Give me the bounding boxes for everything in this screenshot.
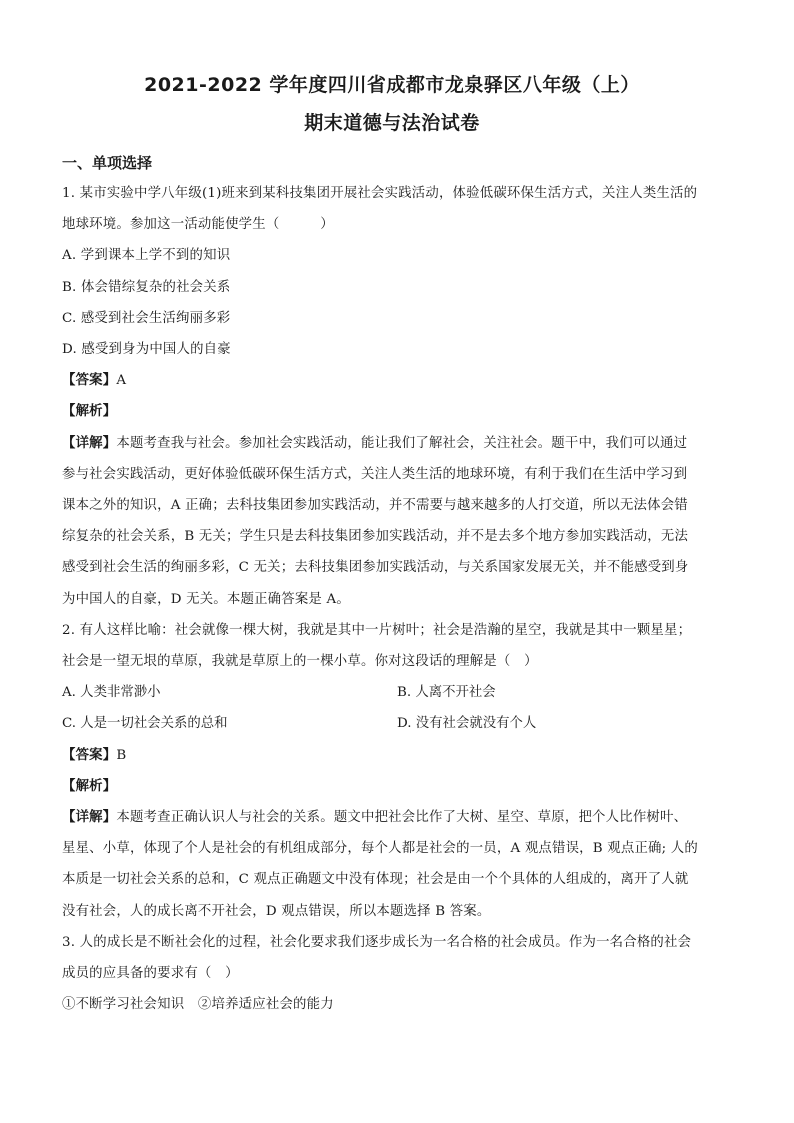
q1-detail-line-4: 综复杂的社会关系，B 无关；学生只是去科技集团参加实践活动，并不是去多个地方参加实践活动，无法 [62, 529, 689, 545]
q2-option-b: B. 人离不开社会 [397, 685, 496, 701]
q2-option-c: C. 人是一切社会关系的总和 [62, 716, 228, 732]
q2-detail-line-3: 本质是一切社会关系的总和，C 观点正确题文中没有体现；社会是由一个个具体的人组成的，离开了人就 [62, 872, 689, 888]
q2-analysis-label: 【解析】 [62, 778, 117, 794]
q1-detail-line-3: 课本之外的知识，A 正确；去科技集团参加实践活动，并不需要与越来越多的人打交道，所以无法体会错 [62, 498, 688, 514]
title-line-2: 期末道德与法治试卷 [304, 112, 480, 134]
q2-option-d: D. 没有社会就没有个人 [397, 716, 537, 732]
q1-analysis-label: 【解析】 [62, 404, 117, 420]
q1-detail-label: 【详解】 [62, 435, 117, 451]
q3-items-line: ①不断学习社会知识 ②培养适应社会的能力 [62, 997, 334, 1013]
q1-answer-label: 【答案】 [62, 373, 117, 389]
q2-detail-line-4: 没有社会，人的成长离不开社会，D 观点错误，所以本题选择 B 答案。 [62, 903, 491, 919]
q1-detail-line-2: 参与社会实践活动，更好体验低碳环保生活方式，关注人类生活的地球环境，有利于我们在生活中学习到 [62, 466, 688, 482]
q1-stem-line-1: 1. 某市实验中学八年级(1)班来到某科技集团开展社会实践活动，体验低碳环保生活方式，关注人类生活的 [62, 186, 698, 201]
q1-option-a: A. 学到课本上学不到的知识 [62, 248, 231, 264]
q2-stem-line-1: 2. 有人这样比喻：社会就像一棵大树，我就是其中一片树叶；社会是浩瀚的星空，我就是其中一颗星星； [62, 622, 692, 638]
q2-answer [62, 740, 722, 771]
question-1 [62, 178, 722, 615]
question-2 [62, 615, 722, 927]
q1-detail-line-6: 为中国人的自豪，D 无关。本题正确答案是 A。 [62, 591, 350, 607]
q2-options [62, 677, 722, 739]
q2-detail-line-2: 星星、小草，体现了个人是社会的有机组成部分，每个人都是社会的一员，A 观点错误，B 观点正确; 人的 [62, 841, 698, 857]
title-line-1: 2021-2022 学年度四川省成都市龙泉驿区八年级（上） [144, 74, 640, 96]
q1-detail-line-1 [62, 428, 722, 459]
q2-detail-label: 【详解】 [62, 810, 117, 826]
q3-stem-line-1: 3. 人的成长是不断社会化的过程，社会化要求我们逐步成长为一名合格的社会成员。作为一名合格的社会 [62, 934, 692, 950]
section-heading: 一、单项选择 [62, 154, 153, 172]
q1-stem-line-2: 地球环境。参加这一活动能使学生（ ） [62, 217, 334, 233]
q2-stem-line-2: 社会是一望无垠的草原，我就是草原上的一棵小草。你对这段话的理解是（ ） [62, 654, 538, 670]
q2-answer-label: 【答案】 [62, 747, 117, 763]
q1-option-d: D. 感受到身为中国人的自豪 [62, 342, 231, 358]
q2-detail-text-1: 本题考查正确认识人与社会的关系。题文中把社会比作了大树、星空、草原，把个人比作树叶、 [116, 810, 688, 826]
q2-option-a: A. 人类非常渺小 [62, 685, 161, 701]
q1-answer-value: A [116, 373, 127, 389]
exam-title [62, 66, 722, 142]
question-3 [62, 927, 722, 1021]
q3-stem-line-2: 成员的应具备的要求有（ ） [62, 966, 239, 982]
q2-answer-value: B [116, 747, 127, 763]
q1-option-c: C. 感受到社会生活绚丽多彩 [62, 310, 231, 326]
q1-option-b: B. 体会错综复杂的社会关系 [62, 279, 231, 295]
q1-detail-line-5: 感受到社会生活的绚丽多彩，C 无关；去科技集团参加实践活动，与关系国家发展无关，并不能感受到身 [62, 560, 689, 576]
q1-answer [62, 365, 722, 396]
q2-detail-line-1 [62, 802, 722, 833]
q1-detail-text-1: 本题考查我与社会。参加社会实践活动，能让我们了解社会，关注社会。题干中，我们可以通过 [116, 435, 688, 451]
